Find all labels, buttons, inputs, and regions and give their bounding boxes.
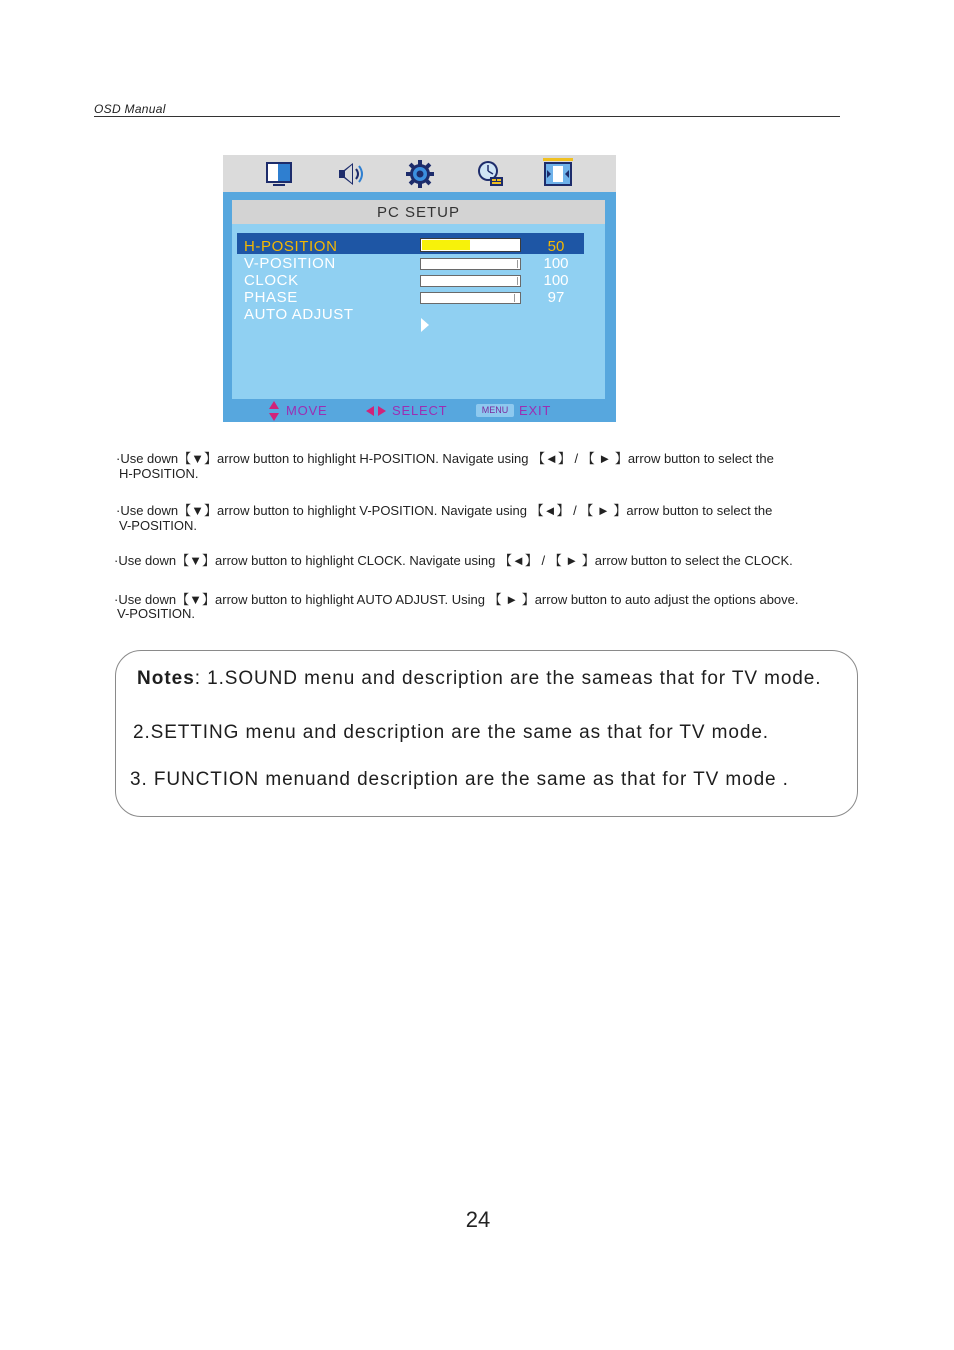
instruction-v-position: ·Use down【▼】arrow button to highlight V-POSITION. Navigate using 【◄】 / 【 ► 】arrow button to select the <box>116 503 773 518</box>
footer-move: MOVE <box>286 403 328 418</box>
menu-item-phase[interactable]: PHASE <box>244 289 298 306</box>
instruction-auto-adjust: ·Use down【▼】arrow button to highlight AUTO ADJUST. Using 【 ► 】arrow button to auto adjust the options above. <box>114 592 799 607</box>
left-right-arrow-icon <box>366 406 386 416</box>
page-number: 24 <box>465 1207 491 1232</box>
note-line-3: 3. FUNCTION menuand description are the same as that for TV mode . <box>130 769 789 790</box>
menu-item-v-position[interactable]: V-POSITION <box>244 255 336 272</box>
notes-heading: Notes <box>137 668 195 689</box>
instruction-h-position-cont: H-POSITION. <box>119 466 199 481</box>
footer-menu-key: MENU <box>476 404 514 417</box>
menu-item-auto-adjust[interactable]: AUTO ADJUST <box>244 306 354 323</box>
v-position-slider[interactable] <box>420 258 521 270</box>
instruction-clock: ·Use down【▼】arrow button to highlight CLOCK. Navigate using 【◄】 / 【 ► 】arrow button to select the CLOCK. <box>114 553 793 568</box>
instruction-v-position-cont: V-POSITION. <box>119 518 198 533</box>
footer-exit: EXIT <box>519 403 552 418</box>
note-line-2: 2.SETTING menu and description are the same as that for TV mode. <box>133 722 769 743</box>
auto-adjust-arrow-icon[interactable] <box>421 318 429 332</box>
clock-value: 100 <box>543 272 569 289</box>
footer-select: SELECT <box>392 403 448 418</box>
phase-slider[interactable] <box>420 292 521 304</box>
up-down-arrow-icon <box>269 401 279 421</box>
header-label: OSD Manual <box>94 102 166 116</box>
osd-title: PC SETUP <box>232 200 605 224</box>
menu-item-h-position[interactable]: H-POSITION <box>244 238 338 255</box>
header-rule <box>94 116 840 117</box>
notes-box <box>115 650 858 817</box>
h-position-value: 50 <box>547 238 565 255</box>
instruction-auto-adjust-cont: V-POSITION. <box>117 606 196 621</box>
h-position-slider[interactable] <box>420 238 521 252</box>
note-line-1-text: : 1.SOUND menu and description are the sameas that for TV mode. <box>194 668 822 689</box>
time-icon[interactable] <box>476 160 504 188</box>
setting-icon[interactable] <box>406 160 434 188</box>
osd-screen <box>223 155 616 422</box>
osd-panel <box>232 200 605 399</box>
picture-icon[interactable] <box>265 160 293 188</box>
osd-icon-bar <box>223 155 616 192</box>
instruction-h-position: ·Use down【▼】arrow button to highlight H-POSITION. Navigate using 【◄】 / 【 ► 】arrow button to select the <box>116 451 774 466</box>
clock-slider[interactable] <box>420 275 521 287</box>
note-line-1 <box>137 668 821 690</box>
sound-icon[interactable] <box>337 160 365 188</box>
v-position-value: 100 <box>543 255 569 272</box>
phase-value: 97 <box>547 289 565 306</box>
menu-item-clock[interactable]: CLOCK <box>244 272 299 289</box>
pc-setup-icon[interactable] <box>543 158 573 188</box>
